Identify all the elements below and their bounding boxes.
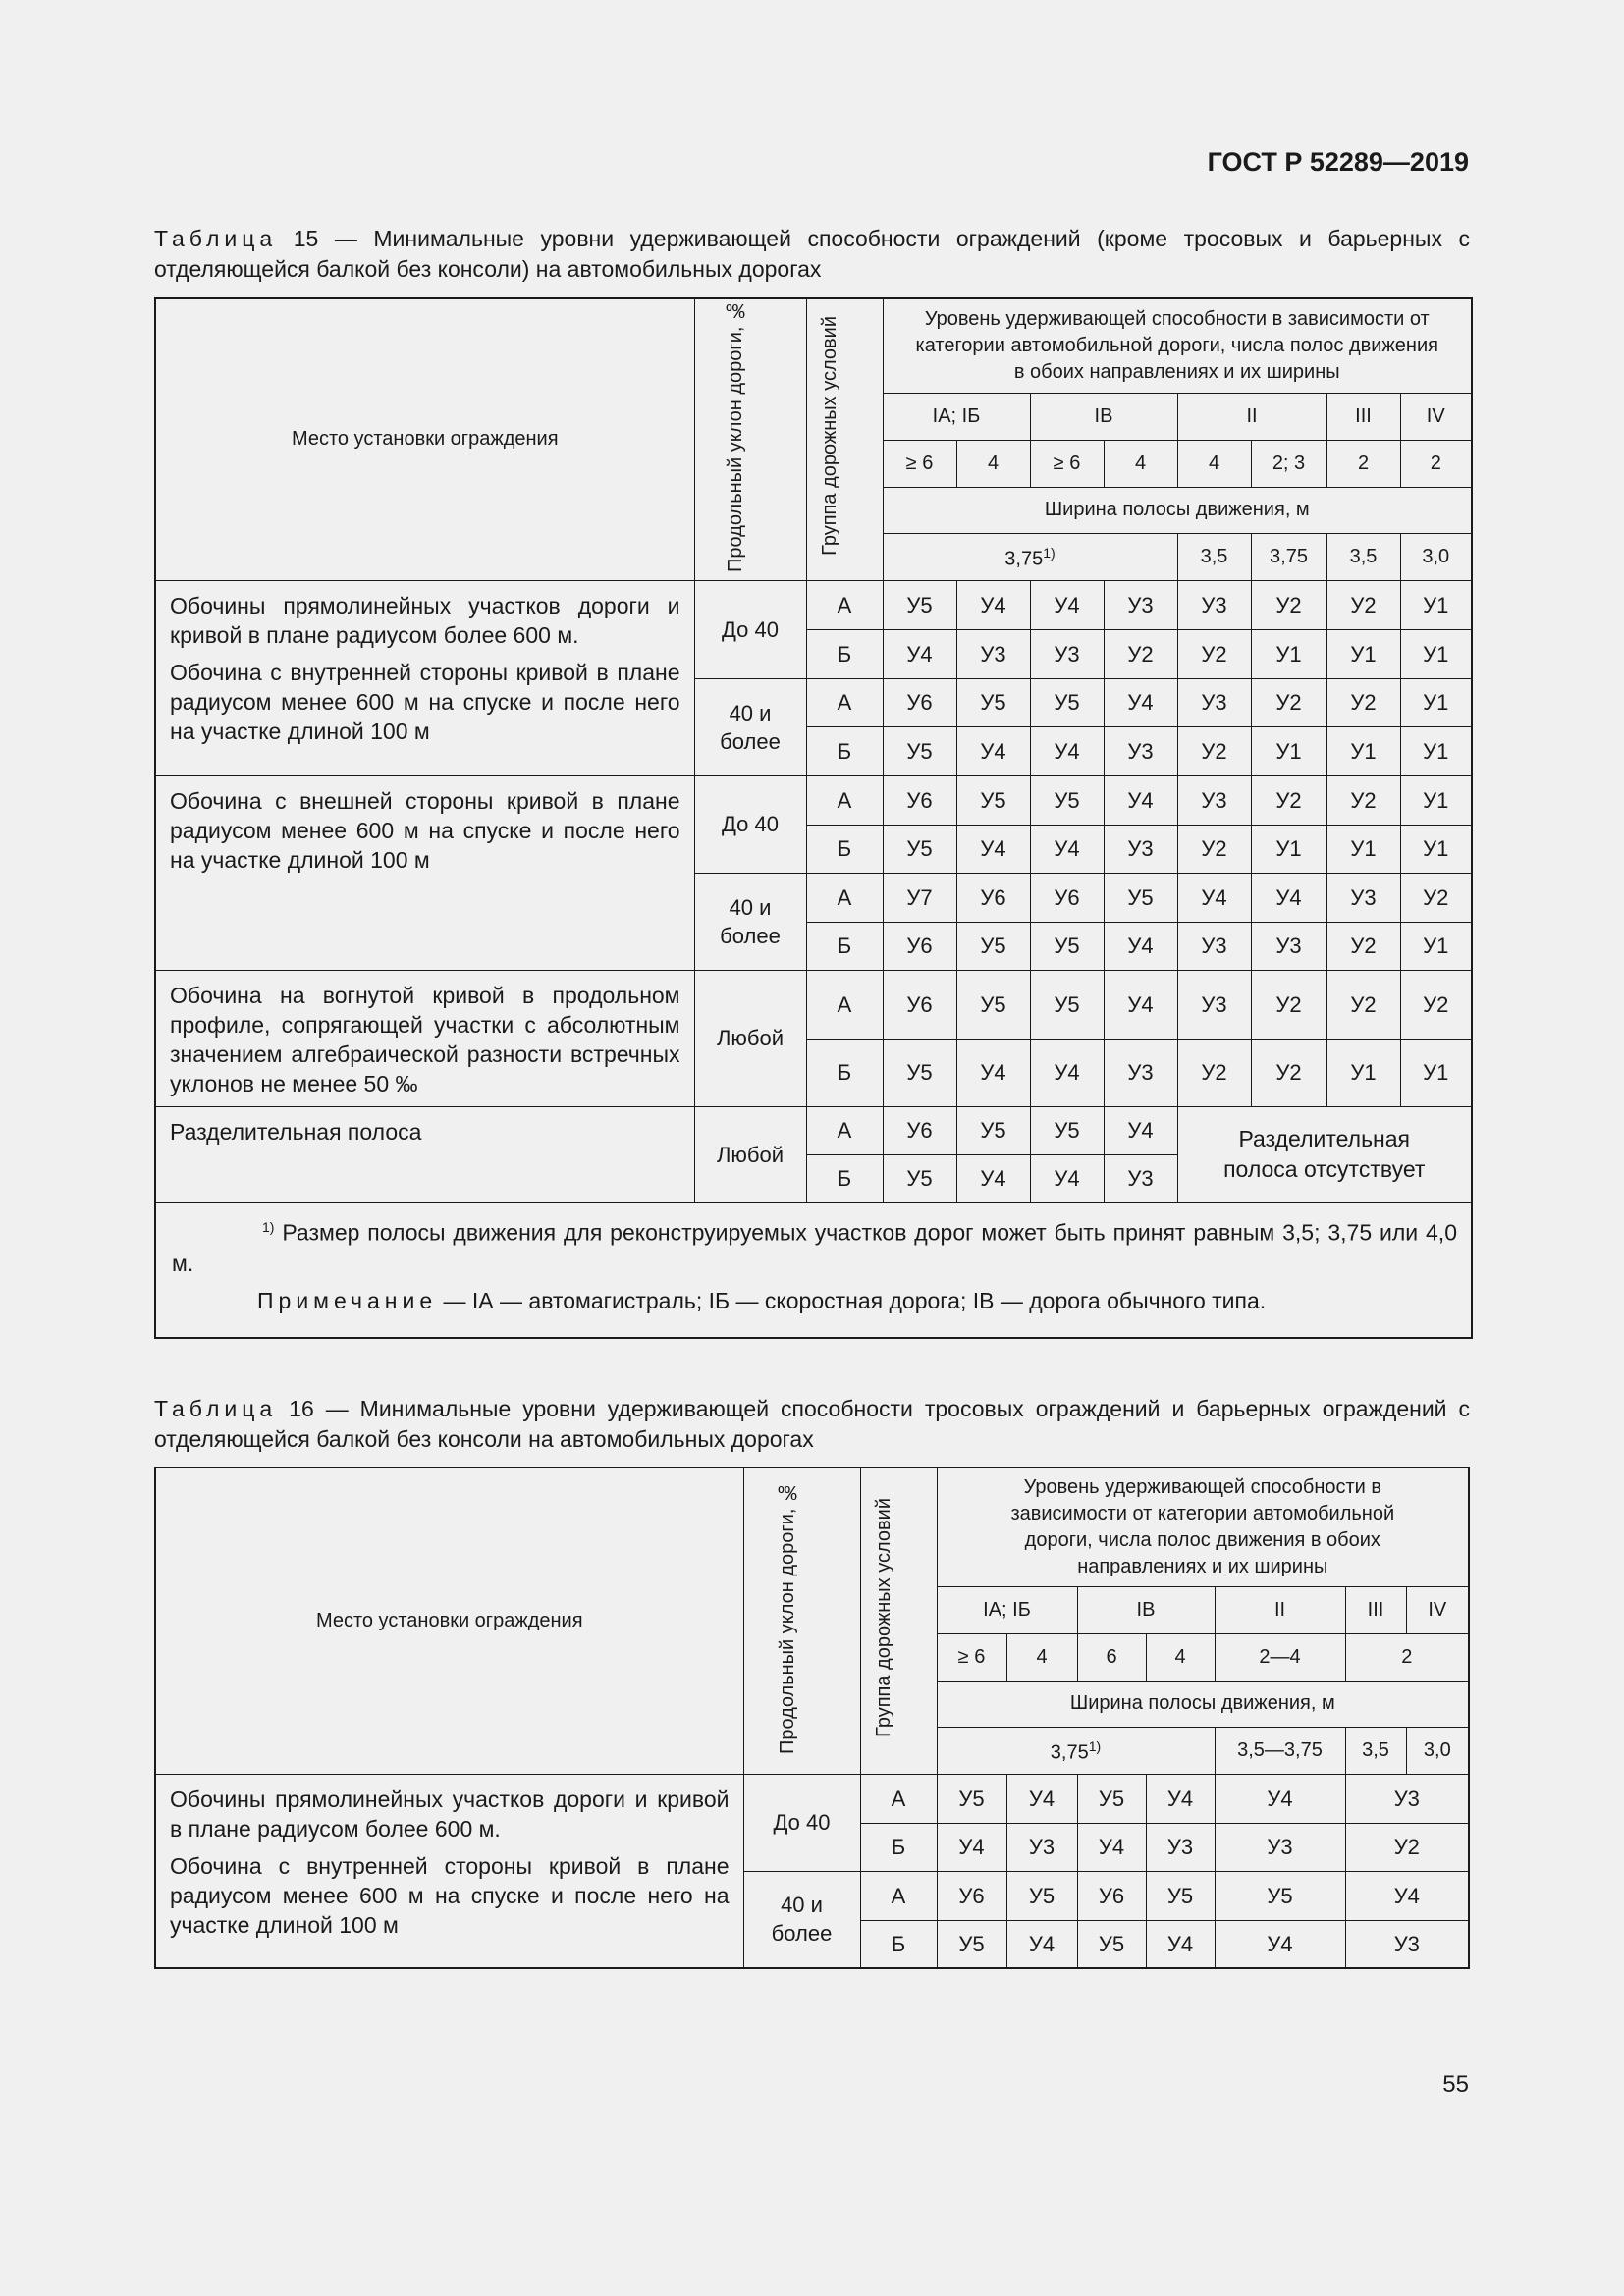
level-cell: У5	[956, 678, 1030, 726]
table-row	[155, 1774, 1469, 1823]
table15	[154, 297, 1473, 1339]
level-cell: У5	[1077, 1920, 1146, 1968]
level-cell: У2	[1177, 825, 1251, 873]
level-cell: У2	[1400, 873, 1472, 922]
level-cell: У4	[1104, 970, 1177, 1039]
level-cell: У2	[1251, 678, 1326, 726]
table16-caption-text: 16 — Минимальные уровни удерживающей способности тросовых ограждений и барьерных ограждений с отделяющейся балкой без консоли на автомобильных дорогах	[154, 1396, 1470, 1452]
level-cell: У1	[1400, 1039, 1472, 1106]
table15-notes	[155, 1202, 1472, 1338]
level-cell: У1	[1400, 726, 1472, 775]
level-cell: У4	[1030, 825, 1104, 873]
slope-cell: До 40	[694, 775, 806, 873]
cat-1a-1b: IА; IБ	[883, 393, 1030, 440]
lanes: 2; 3	[1251, 440, 1326, 487]
cat-2: II	[1177, 393, 1326, 440]
level-cell: У4	[1030, 1154, 1104, 1202]
group-cell: Б	[860, 1920, 937, 1968]
level-cell: У3	[1006, 1823, 1077, 1871]
level-cell: У6	[883, 1106, 956, 1154]
slope-cell: Любой	[694, 1106, 806, 1202]
level-cell: У4	[1177, 873, 1251, 922]
cat-3: III	[1345, 1586, 1406, 1633]
width: 3,75	[1251, 533, 1326, 580]
lanes: 4	[1177, 440, 1251, 487]
level-cell: У5	[1215, 1871, 1345, 1920]
group-cell: Б	[806, 629, 883, 678]
level-cell: У5	[1030, 970, 1104, 1039]
cat-4: IV	[1400, 393, 1472, 440]
level-cell: У2	[1326, 580, 1400, 629]
level-cell: У4	[1146, 1774, 1215, 1823]
level-cell: У4	[1251, 873, 1326, 922]
level-cell: У5	[956, 775, 1030, 825]
level-cell: У6	[883, 775, 956, 825]
level-cell: У1	[1400, 775, 1472, 825]
level-cell: У3	[1251, 922, 1326, 970]
table-row	[155, 970, 1472, 1039]
level-cell: У1	[1251, 825, 1326, 873]
level-cell: У3	[1146, 1823, 1215, 1871]
level-cell: У1	[1400, 678, 1472, 726]
level-cell: У4	[1104, 922, 1177, 970]
level-cell: У5	[883, 726, 956, 775]
table16	[154, 1467, 1470, 1969]
header-group: Группа дорожных условий	[806, 298, 883, 580]
note: Примечание — IА — автомагистраль; IБ — скоростная дорога; IВ — дорога обычного типа.	[257, 1288, 1267, 1314]
level-cell: У5	[883, 1154, 956, 1202]
group-cell: А	[860, 1871, 937, 1920]
level-cell: У4	[937, 1823, 1006, 1871]
level-cell: У3	[1177, 970, 1251, 1039]
group-cell: Б	[806, 922, 883, 970]
level-cell: У6	[883, 970, 956, 1039]
level-cell: У2	[1177, 726, 1251, 775]
header-place: Место установки ограждения	[155, 1468, 743, 1774]
group-cell: Б	[806, 1039, 883, 1106]
level-cell: У3	[1177, 580, 1251, 629]
median-absent-cell: Разделительная полоса отсутствует	[1177, 1106, 1472, 1202]
level-cell: У1	[1326, 726, 1400, 775]
group-cell: Б	[806, 1154, 883, 1202]
width-main: 3,75$^{1)}$	[937, 1727, 1215, 1774]
level-cell: У5	[937, 1920, 1006, 1968]
width: 3,5—3,75	[1215, 1727, 1345, 1774]
level-cell: У6	[883, 678, 956, 726]
width-main: 3,75$^{1)}$	[883, 533, 1177, 580]
page-number: 55	[1442, 2071, 1469, 2098]
level-cell: У6	[883, 922, 956, 970]
level-cell: У2	[1326, 678, 1400, 726]
lanes: 4	[956, 440, 1030, 487]
cat-2: II	[1215, 1586, 1345, 1633]
header-lane-width: Ширина полосы движения, м	[883, 487, 1472, 533]
header-slope: Продольный уклон дороги, ‰	[743, 1468, 860, 1774]
group-cell: А	[806, 580, 883, 629]
level-cell: У3	[1326, 873, 1400, 922]
table16-caption	[154, 1394, 1470, 1455]
width: 3,5	[1345, 1727, 1406, 1774]
slope-cell: До 40	[743, 1774, 860, 1871]
level-cell: У4	[1215, 1774, 1345, 1823]
slope-cell: До 40	[694, 580, 806, 678]
level-cell: У3	[1104, 1154, 1177, 1202]
level-cell: У2	[1104, 629, 1177, 678]
lanes: 2	[1345, 1633, 1469, 1681]
level-cell: У4	[1030, 726, 1104, 775]
group-cell: А	[806, 678, 883, 726]
level-cell: У1	[1326, 825, 1400, 873]
document-code: ГОСТ Р 52289—2019	[1207, 147, 1469, 177]
level-cell: У1	[1400, 629, 1472, 678]
place-cell: Обочины прямолинейных участков дороги и кривой в плане радиусом более 600 м. Обочина с внутренней стороны кривой в плане радиусом менее 600 м на спуске и после него на участке длиной 100 м	[155, 580, 694, 775]
group-cell: А	[806, 1106, 883, 1154]
level-cell: У5	[1030, 1106, 1104, 1154]
level-cell: У4	[1104, 1106, 1177, 1154]
level-cell: У5	[956, 970, 1030, 1039]
level-cell: У2	[1251, 580, 1326, 629]
level-cell: У4	[1030, 1039, 1104, 1106]
lanes: 4	[1146, 1633, 1215, 1681]
level-cell: У4	[1006, 1920, 1077, 1968]
level-cell: У1	[1400, 580, 1472, 629]
level-cell: У2	[1326, 775, 1400, 825]
level-cell: У4	[956, 1154, 1030, 1202]
header-level: Уровень удерживающей способности в зависимости от категории автомобильной дороги, числа полос движения в обоих направлениях и их ширины	[937, 1468, 1469, 1586]
lanes: 2	[1400, 440, 1472, 487]
level-cell: У5	[883, 825, 956, 873]
header-slope: Продольный уклон дороги, ‰	[694, 298, 806, 580]
lanes: 6	[1077, 1633, 1146, 1681]
level-cell: У4	[1104, 678, 1177, 726]
level-cell: У5	[956, 1106, 1030, 1154]
level-cell: У5	[1006, 1871, 1077, 1920]
level-cell: У4	[1077, 1823, 1146, 1871]
place-cell: Обочины прямолинейных участков дороги и кривой в плане радиусом более 600 м. Обочина с внутренней стороны кривой в плане радиусом менее 600 м на спуске и после него на участке длиной 100 м	[155, 1774, 743, 1968]
level-cell: У3	[1177, 922, 1251, 970]
level-cell: У1	[1326, 629, 1400, 678]
level-cell: У5	[1030, 775, 1104, 825]
level-cell: У1	[1400, 922, 1472, 970]
level-cell: У3	[1104, 580, 1177, 629]
level-cell: У5	[1030, 678, 1104, 726]
level-cell: У4	[1345, 1871, 1469, 1920]
level-cell: У7	[883, 873, 956, 922]
level-cell: У6	[1077, 1871, 1146, 1920]
group-cell: Б	[806, 825, 883, 873]
group-cell: А	[806, 873, 883, 922]
lanes: 2	[1326, 440, 1400, 487]
level-cell: У4	[956, 825, 1030, 873]
slope-cell: 40 и более	[694, 873, 806, 970]
header-place: Место установки ограждения	[155, 298, 694, 580]
level-cell: У1	[1400, 825, 1472, 873]
header-group: Группа дорожных условий	[860, 1468, 937, 1774]
level-cell: У3	[1177, 775, 1251, 825]
width: 3,5	[1177, 533, 1251, 580]
group-cell: А	[860, 1774, 937, 1823]
level-cell: У4	[956, 726, 1030, 775]
lanes: 4	[1006, 1633, 1077, 1681]
level-cell: У5	[883, 580, 956, 629]
level-cell: У4	[956, 580, 1030, 629]
level-cell: У3	[1104, 1039, 1177, 1106]
lanes: ≥ 6	[1030, 440, 1104, 487]
width: 3,5	[1326, 533, 1400, 580]
level-cell: У3	[1177, 678, 1251, 726]
level-cell: У3	[956, 629, 1030, 678]
header-level: Уровень удерживающей способности в зависимости от категории автомобильной дороги, числа полос движения в обоих направлениях и их ширины	[883, 298, 1472, 393]
table-row	[155, 580, 1472, 629]
level-cell: У2	[1251, 970, 1326, 1039]
level-cell: У5	[1104, 873, 1177, 922]
level-cell: У5	[1146, 1871, 1215, 1920]
level-cell: У1	[1251, 629, 1326, 678]
group-cell: Б	[860, 1823, 937, 1871]
level-cell: У3	[1104, 825, 1177, 873]
slope-cell: 40 и более	[743, 1871, 860, 1968]
cat-1a-1b: IА; IБ	[937, 1586, 1077, 1633]
table-row	[155, 1106, 1472, 1154]
width: 3,0	[1400, 533, 1472, 580]
level-cell: У2	[1345, 1823, 1469, 1871]
level-cell: У2	[1326, 970, 1400, 1039]
slope-cell: 40 и более	[694, 678, 806, 775]
level-cell: У4	[883, 629, 956, 678]
lanes: 4	[1104, 440, 1177, 487]
level-cell: У2	[1177, 1039, 1251, 1106]
cat-1v: IВ	[1030, 393, 1177, 440]
lanes: 2—4	[1215, 1633, 1345, 1681]
cat-3: III	[1326, 393, 1400, 440]
level-cell: У4	[1215, 1920, 1345, 1968]
level-cell: У5	[883, 1039, 956, 1106]
group-cell: А	[806, 970, 883, 1039]
level-cell: У2	[1177, 629, 1251, 678]
level-cell: У1	[1251, 726, 1326, 775]
level-cell: У2	[1251, 775, 1326, 825]
level-cell: У3	[1345, 1920, 1469, 1968]
table15-caption	[154, 224, 1470, 285]
table-row	[155, 775, 1472, 825]
place-cell: Обочина на вогнутой кривой в продольном профиле, сопрягающей участки с абсолютным значением алгебраической разности встречных уклонов не менее 50 ‰	[155, 970, 694, 1106]
group-cell: А	[806, 775, 883, 825]
level-cell: У5	[1030, 922, 1104, 970]
level-cell: У6	[956, 873, 1030, 922]
table15-caption-prefix: Таблица	[154, 226, 278, 251]
level-cell: У4	[956, 1039, 1030, 1106]
level-cell: У5	[1077, 1774, 1146, 1823]
cat-1v: IВ	[1077, 1586, 1215, 1633]
width: 3,0	[1406, 1727, 1469, 1774]
level-cell: У5	[937, 1774, 1006, 1823]
table16-caption-prefix: Таблица	[154, 1396, 278, 1421]
group-cell: Б	[806, 726, 883, 775]
level-cell: У4	[1006, 1774, 1077, 1823]
level-cell: У6	[937, 1871, 1006, 1920]
lanes: ≥ 6	[883, 440, 956, 487]
table15-caption-text: 15 — Минимальные уровни удерживающей способности ограждений (кроме тросовых и барьерных с отделяющейся балкой без консоли) на автомобильных дорогах	[154, 226, 1470, 282]
header-lane-width: Ширина полосы движения, м	[937, 1681, 1469, 1727]
cat-4: IV	[1406, 1586, 1469, 1633]
level-cell: У4	[1104, 775, 1177, 825]
level-cell: У1	[1326, 1039, 1400, 1106]
slope-cell: Любой	[694, 970, 806, 1106]
level-cell: У3	[1345, 1774, 1469, 1823]
level-cell: У2	[1251, 1039, 1326, 1106]
level-cell: У3	[1215, 1823, 1345, 1871]
place-cell: Разделительная полоса	[155, 1106, 694, 1202]
level-cell: У6	[1030, 873, 1104, 922]
level-cell: У4	[1030, 580, 1104, 629]
level-cell: У4	[1146, 1920, 1215, 1968]
level-cell: У3	[1104, 726, 1177, 775]
level-cell: У5	[956, 922, 1030, 970]
lanes: ≥ 6	[937, 1633, 1006, 1681]
place-cell: Обочина с внешней стороны кривой в плане радиусом менее 600 м на спуске и после него на участке длиной 100 м	[155, 775, 694, 970]
footnote: $^{1)}$ Размер полосы движения для реконструируемых участков дорог может быть принят равным 3,5; 3,75 или 4,0 м.	[172, 1218, 1457, 1277]
level-cell: У3	[1030, 629, 1104, 678]
level-cell: У2	[1326, 922, 1400, 970]
level-cell: У2	[1400, 970, 1472, 1039]
